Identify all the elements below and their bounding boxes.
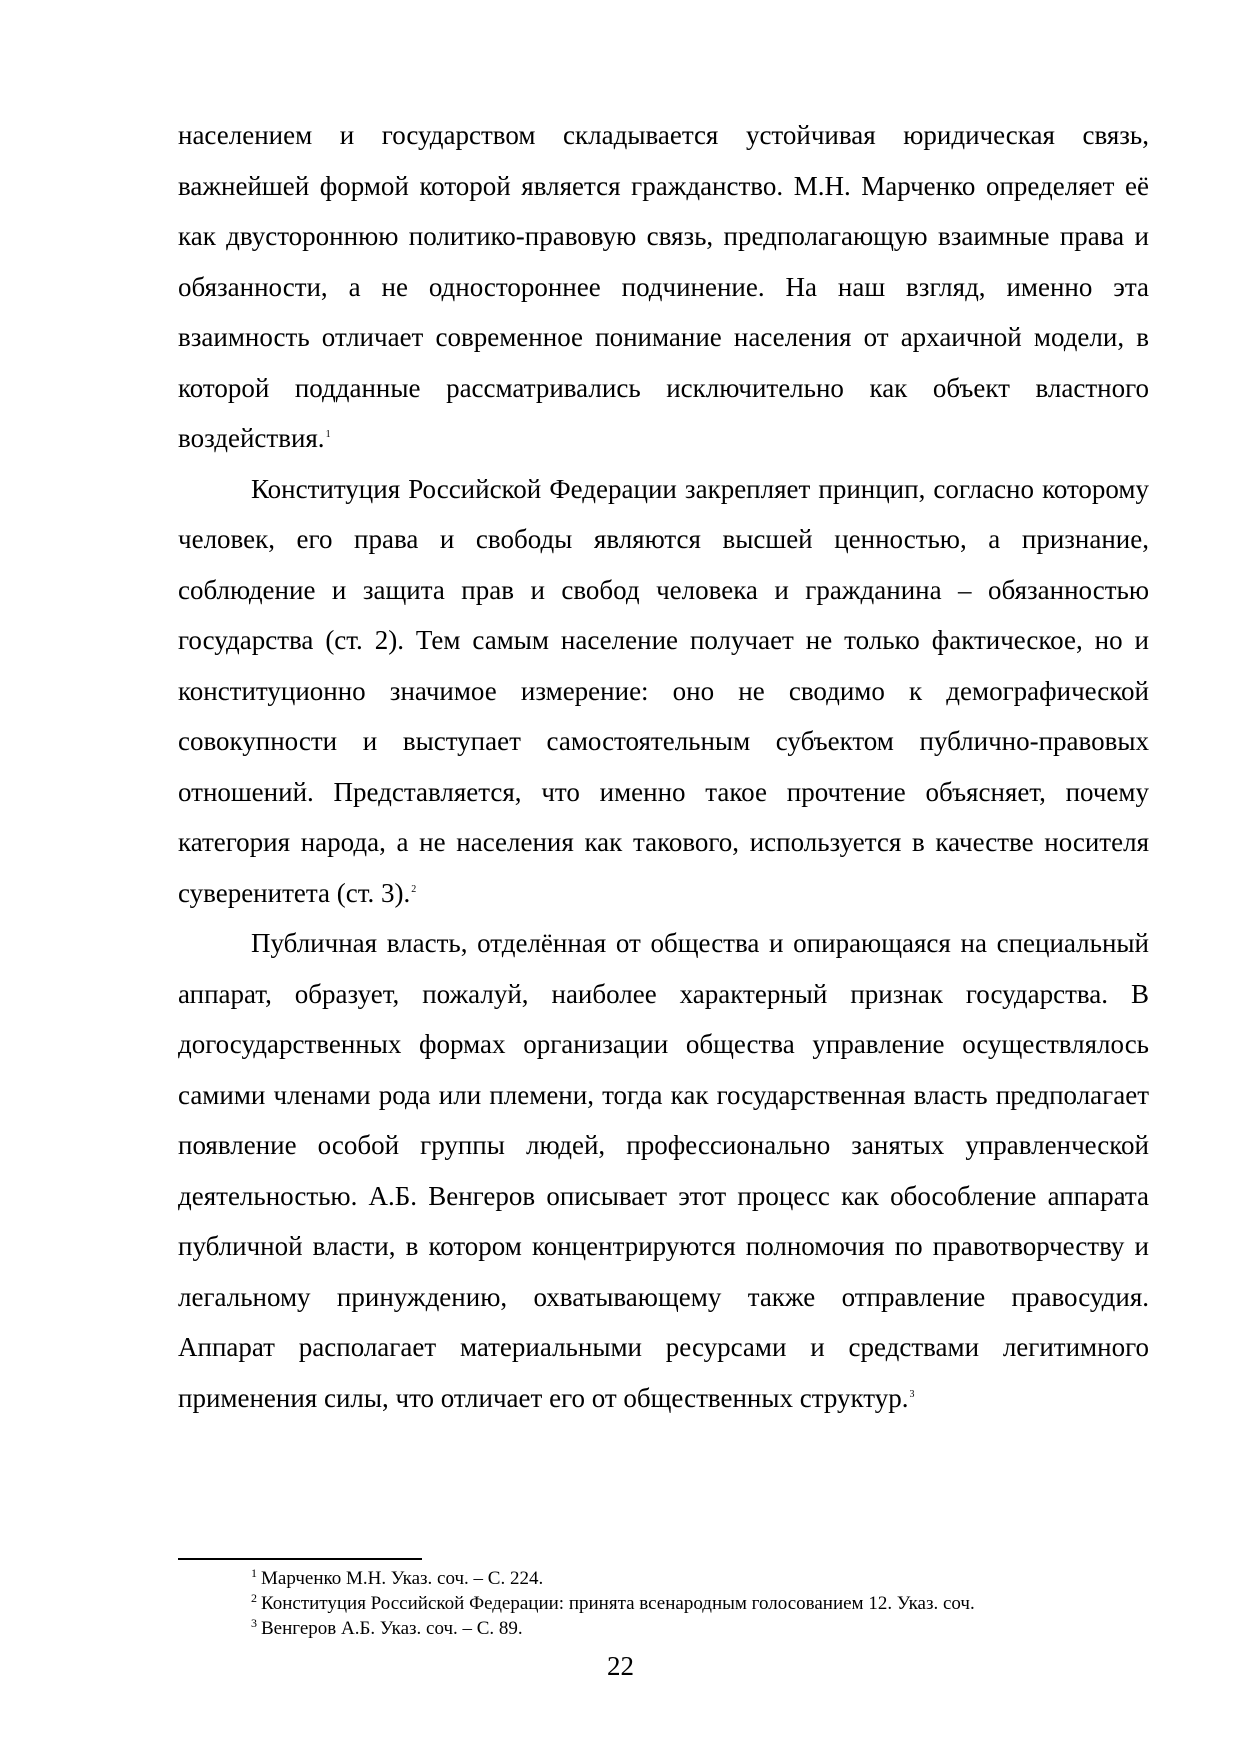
paragraph (178, 918, 1149, 1423)
footnote-text: Конституция Российской Федерации: принята всенародным голосованием 12. Указ. соч. (261, 1593, 975, 1614)
footnote (251, 1616, 1151, 1641)
paragraph (178, 110, 1149, 464)
footnote-reference[interactable]: 1 (325, 429, 331, 440)
footnote-reference[interactable]: 3 (909, 1388, 915, 1400)
main-text (178, 110, 1149, 1423)
footnote (251, 1591, 1151, 1616)
footnotes (251, 1566, 1151, 1641)
paragraph (178, 464, 1149, 919)
paragraph-text: Публичная власть, отделённая от общества и опирающаяся на специальный аппарат, образует, пожалуй, наиболее характерный признак государства. В догосударственных формах организации общества управление осуществлялось самими членами рода или племени, тогда как государственная власть предполагает появление особой группы людей, профессионально занятых управленческой деятельностью. А.Б. Венгеров описывает этот процесс как обособление аппарата публичной власти, в котором концентрируются полномочия по правотворчеству и легальному принуждению, охватывающему также отправление правосудия. Аппарат располагает материальными ресурсами и средствами легитимного применения силы, что отличает его от общественных структур. (178, 928, 1149, 1413)
footnote-reference[interactable]: 2 (411, 883, 417, 895)
footnote-number: 3 (251, 1616, 257, 1630)
footnote-separator (178, 1558, 422, 1560)
paragraph-text: населением и государством складывается устойчивая юридическая связь, важнейшей формой которой является гражданство. М.Н. Марченко определяет её как двустороннюю политико-правовую связь, предполагающую взаимные права и обязанности, а не одностороннее подчинение. На наш взгляд, именно эта взаимность отличает современное понимание населения от архаичной модели, в которой подданные рассматривались исключительно как объект властного воздействия. (178, 120, 1149, 453)
footnote (251, 1566, 1151, 1591)
page-number: 22 (607, 1651, 634, 1681)
footnote-number: 2 (251, 1591, 257, 1605)
footnote-number: 1 (251, 1566, 257, 1580)
footnote-text: Венгеров А.Б. Указ. соч. – С. 89. (261, 1618, 523, 1639)
paragraph-text: Конституция Российской Федерации закрепляет принцип, согласно которому человек, его права и свободы являются высшей ценностью, а признание, соблюдение и защита прав и свобод человека и гражданина – обязанностью государства (ст. 2). Тем самым население получает не только фактическое, но и конституционно значимое измерение: оно не сводимо к демографической совокупности и выступает самостоятельным субъектом публично-правовых отношений. Представляется, что именно такое прочтение объясняет, почему категория народа, а не населения как такового, используется в качестве носителя суверенитета (ст. 3). (178, 473, 1149, 908)
footnote-text: Марченко М.Н. Указ. соч. – С. 224. (261, 1568, 544, 1589)
